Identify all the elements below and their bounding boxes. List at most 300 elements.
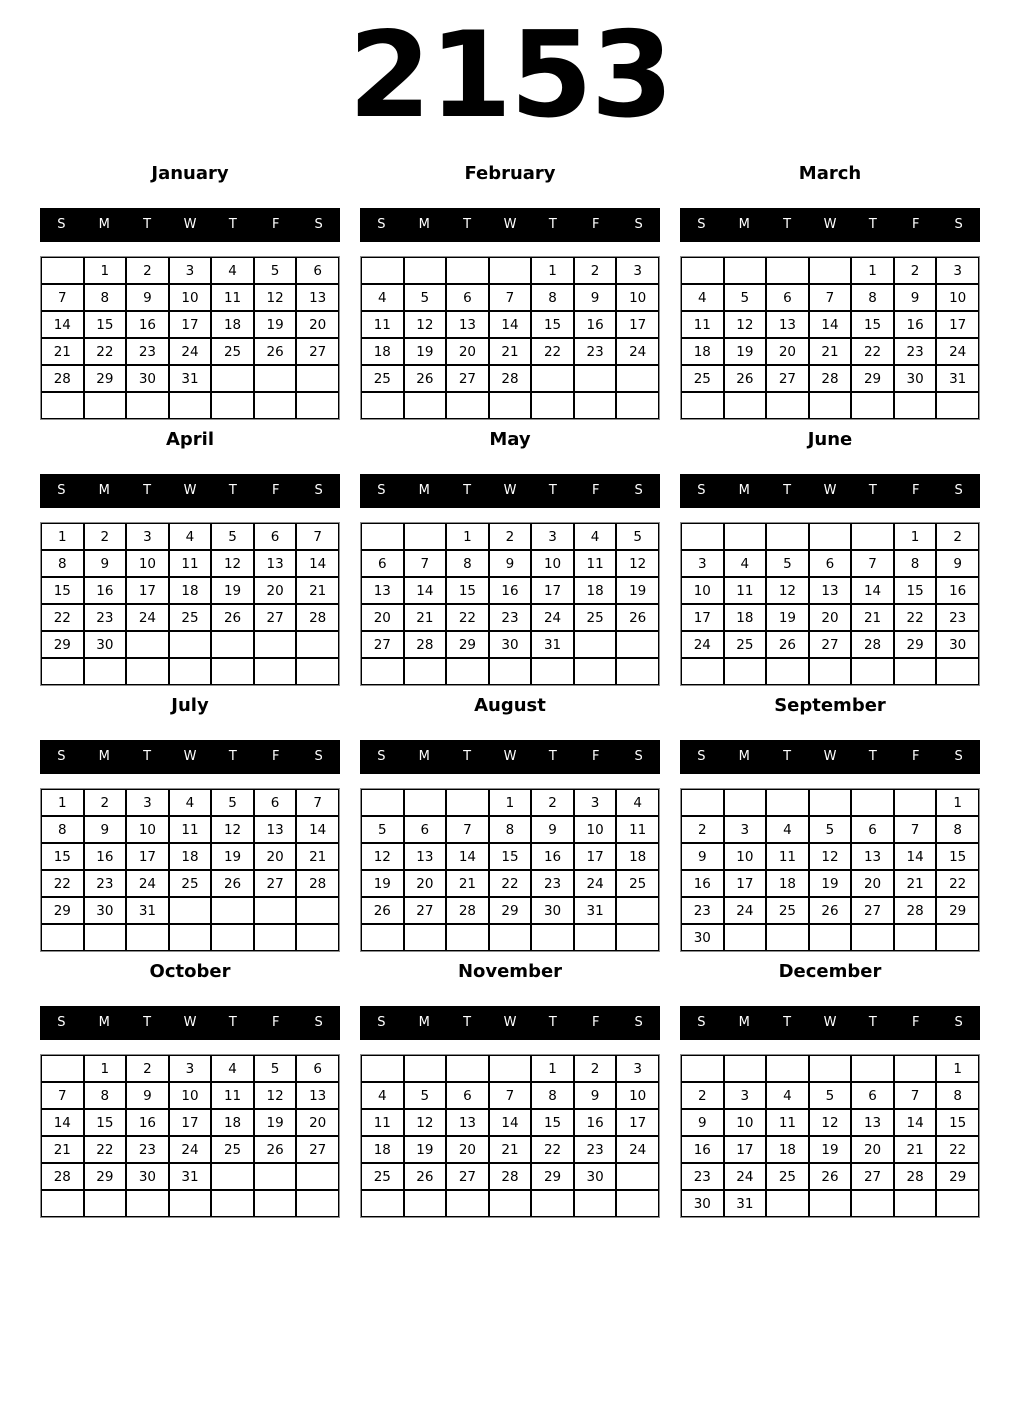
empty-day-cell [126,1190,169,1217]
weekday-header-cell: T [463,1015,472,1030]
day-cell: 30 [126,1163,169,1190]
weekday-header-cell: F [911,749,920,764]
day-cell: 22 [531,1136,574,1163]
week-row [41,1055,339,1082]
day-cell: 16 [489,577,532,604]
day-cell: 6 [446,1082,489,1109]
weekday-header-cell: T [463,483,472,498]
weekday-header-cell: S [634,217,643,232]
weekday-header-cell: W [823,483,837,498]
day-cell: 10 [169,1082,212,1109]
day-cell: 13 [254,816,297,843]
weekday-header-cell: M [98,483,110,498]
empty-day-cell [254,897,297,924]
weekday-header-cell: T [868,749,877,764]
day-cell: 9 [489,550,532,577]
empty-day-cell [489,257,532,284]
weekday-header-cell: T [143,749,152,764]
day-cell: 8 [446,550,489,577]
day-cell: 22 [936,870,979,897]
day-cell: 7 [404,550,447,577]
week-row [361,1136,659,1163]
weekday-header-cell: M [738,483,750,498]
empty-day-cell [404,523,447,550]
day-cell: 1 [531,257,574,284]
week-row [361,365,659,392]
day-cell: 24 [936,338,979,365]
month-block [680,165,980,420]
empty-day-cell [724,523,767,550]
weekday-header-cell: S [314,1015,323,1030]
day-cell: 9 [936,550,979,577]
empty-day-cell [894,1190,937,1217]
empty-day-cell [574,924,617,951]
empty-day-cell [681,257,724,284]
day-cell: 17 [616,311,659,338]
week-row [41,1109,339,1136]
weekday-header-cell: W [183,749,197,764]
day-cell: 6 [851,816,894,843]
day-cell: 14 [296,550,339,577]
calendar-table [680,256,980,420]
day-cell: 24 [574,870,617,897]
day-cell: 6 [766,284,809,311]
empty-day-cell [211,392,254,419]
weekday-header-cell: T [228,1015,237,1030]
weekday-header-cell: W [823,217,837,232]
day-cell: 16 [936,577,979,604]
day-cell: 15 [851,311,894,338]
empty-day-cell [616,1163,659,1190]
day-cell: 26 [404,1163,447,1190]
day-cell: 11 [361,1109,404,1136]
week-row [41,843,339,870]
week-row [681,392,979,419]
empty-day-cell [254,392,297,419]
day-cell: 26 [211,604,254,631]
day-cell: 12 [211,816,254,843]
day-cell: 2 [574,257,617,284]
week-row [681,365,979,392]
empty-day-cell [681,1055,724,1082]
day-cell: 19 [724,338,767,365]
week-row [681,816,979,843]
weekday-header-cell: T [548,217,557,232]
weekday-header-cell: S [377,217,386,232]
month-title: February [464,163,556,184]
day-cell: 24 [531,604,574,631]
empty-day-cell [681,392,724,419]
empty-day-cell [894,658,937,685]
day-cell: 30 [126,365,169,392]
day-cell: 5 [616,523,659,550]
empty-day-cell [254,1190,297,1217]
day-cell: 19 [404,338,447,365]
empty-day-cell [404,658,447,685]
day-cell: 17 [531,577,574,604]
day-cell: 31 [936,365,979,392]
calendar-table [360,1054,660,1218]
day-cell: 10 [616,284,659,311]
day-cell: 12 [404,1109,447,1136]
empty-day-cell [211,631,254,658]
week-row [361,1109,659,1136]
day-cell: 13 [446,1109,489,1136]
day-cell: 5 [404,1082,447,1109]
week-row [681,311,979,338]
weekday-header-cell: M [98,749,110,764]
day-cell: 16 [574,1109,617,1136]
month-title: November [457,961,563,982]
day-cell: 1 [531,1055,574,1082]
day-cell: 23 [84,870,127,897]
day-cell: 9 [574,284,617,311]
empty-day-cell [936,658,979,685]
empty-day-cell [574,365,617,392]
empty-day-cell [489,1190,532,1217]
empty-day-cell [126,631,169,658]
week-row [361,789,659,816]
day-cell: 23 [894,338,937,365]
weekday-header-cell: F [271,483,280,498]
day-cell: 26 [724,365,767,392]
calendar-table [40,1054,340,1218]
day-cell: 7 [894,816,937,843]
day-cell: 11 [724,577,767,604]
day-cell: 6 [851,1082,894,1109]
day-cell: 21 [809,338,852,365]
week-row [41,1082,339,1109]
day-cell: 31 [126,897,169,924]
empty-day-cell [531,658,574,685]
weekday-header-cell: S [57,1015,66,1030]
empty-day-cell [681,523,724,550]
day-cell: 17 [169,1109,212,1136]
day-cell: 5 [809,1082,852,1109]
calendar-table [360,522,660,686]
day-cell: 22 [41,870,84,897]
day-cell: 1 [936,789,979,816]
day-cell: 27 [446,1163,489,1190]
day-cell: 19 [766,604,809,631]
day-cell: 8 [936,816,979,843]
month-title: July [171,695,209,716]
day-cell: 6 [296,257,339,284]
week-row [41,1190,339,1217]
day-cell: 25 [169,604,212,631]
empty-day-cell [616,897,659,924]
day-cell: 3 [169,257,212,284]
empty-day-cell [84,658,127,685]
empty-day-cell [404,924,447,951]
day-cell: 15 [531,311,574,338]
empty-day-cell [296,1190,339,1217]
week-row [361,1082,659,1109]
day-cell: 10 [126,550,169,577]
day-cell: 11 [211,1082,254,1109]
day-cell: 4 [574,523,617,550]
day-cell: 28 [41,365,84,392]
day-cell: 29 [894,631,937,658]
week-row [681,924,979,951]
weekday-header-cell: S [954,217,963,232]
month-block [40,165,340,420]
day-cell: 23 [531,870,574,897]
day-cell: 4 [766,816,809,843]
empty-day-cell [809,523,852,550]
day-cell: 26 [766,631,809,658]
empty-day-cell [169,924,212,951]
day-cell: 23 [489,604,532,631]
empty-day-cell [851,1190,894,1217]
day-cell: 4 [211,1055,254,1082]
day-cell: 20 [254,843,297,870]
empty-day-cell [296,1163,339,1190]
day-cell: 16 [894,311,937,338]
day-cell: 26 [809,897,852,924]
empty-day-cell [446,658,489,685]
day-cell: 15 [41,577,84,604]
week-row [361,897,659,924]
day-cell: 11 [574,550,617,577]
day-cell: 24 [616,338,659,365]
day-cell: 5 [766,550,809,577]
day-cell: 3 [169,1055,212,1082]
weekday-header-cell: T [228,749,237,764]
empty-day-cell [361,523,404,550]
empty-day-cell [766,257,809,284]
day-cell: 10 [531,550,574,577]
day-cell: 9 [126,1082,169,1109]
day-cell: 13 [851,1109,894,1136]
empty-day-cell [616,365,659,392]
weekday-header-cell: M [738,1015,750,1030]
day-cell: 28 [446,897,489,924]
month-block [40,697,340,952]
day-cell: 20 [404,870,447,897]
day-cell: 4 [169,789,212,816]
day-cell: 4 [361,284,404,311]
weekday-header-cell: F [591,749,600,764]
week-row [41,658,339,685]
weekday-header-cell: S [314,749,323,764]
weekday-header-cell: T [143,1015,152,1030]
day-cell: 15 [531,1109,574,1136]
day-cell: 24 [681,631,724,658]
empty-day-cell [574,631,617,658]
weekday-header-cell: T [463,217,472,232]
empty-day-cell [851,523,894,550]
day-cell: 28 [489,365,532,392]
day-cell: 2 [531,789,574,816]
empty-day-cell [616,658,659,685]
calendar-table [680,522,980,686]
calendar-table-body [41,1055,339,1217]
empty-day-cell [681,658,724,685]
calendar-table-body [681,1055,979,1217]
year-title: 2153 [348,7,672,145]
day-cell: 11 [616,816,659,843]
weekday-header-cell: S [314,217,323,232]
day-cell: 28 [296,604,339,631]
weekday-header-cell: S [634,483,643,498]
day-cell: 29 [531,1163,574,1190]
day-cell: 7 [894,1082,937,1109]
week-row [361,658,659,685]
day-cell: 10 [126,816,169,843]
day-cell: 16 [681,870,724,897]
week-row [361,257,659,284]
day-cell: 30 [894,365,937,392]
day-cell: 15 [41,843,84,870]
empty-day-cell [766,789,809,816]
empty-day-cell [574,658,617,685]
month-title: August [474,695,546,716]
day-cell: 10 [681,577,724,604]
day-cell: 19 [809,1136,852,1163]
day-cell: 21 [41,1136,84,1163]
day-cell: 10 [724,843,767,870]
week-row [361,843,659,870]
day-cell: 12 [724,311,767,338]
day-cell: 6 [404,816,447,843]
day-cell: 25 [724,631,767,658]
day-cell: 31 [574,897,617,924]
empty-day-cell [296,392,339,419]
weekday-header-cell: T [463,749,472,764]
weekday-header-cell: F [591,483,600,498]
empty-day-cell [766,392,809,419]
weekday-header-bar [360,208,660,242]
empty-day-cell [254,365,297,392]
day-cell: 7 [296,523,339,550]
empty-day-cell [41,924,84,951]
week-row [681,604,979,631]
empty-day-cell [894,789,937,816]
day-cell: 8 [84,1082,127,1109]
day-cell: 18 [361,1136,404,1163]
day-cell: 8 [936,1082,979,1109]
weekday-header-bar [40,474,340,508]
day-cell: 29 [446,631,489,658]
empty-day-cell [766,1190,809,1217]
day-cell: 6 [254,789,297,816]
day-cell: 20 [809,604,852,631]
weekday-header-cell: W [183,1015,197,1030]
day-cell: 8 [531,1082,574,1109]
day-cell: 7 [489,284,532,311]
day-cell: 25 [616,870,659,897]
weekday-header-bar [360,740,660,774]
empty-day-cell [84,1190,127,1217]
day-cell: 22 [84,338,127,365]
month-title: January [151,163,229,184]
day-cell: 16 [574,311,617,338]
day-cell: 27 [296,338,339,365]
day-cell: 17 [169,311,212,338]
week-row [681,1082,979,1109]
day-cell: 7 [851,550,894,577]
empty-day-cell [489,392,532,419]
day-cell: 22 [84,1136,127,1163]
day-cell: 3 [126,523,169,550]
week-row [41,604,339,631]
empty-day-cell [894,924,937,951]
week-row [361,550,659,577]
day-cell: 28 [41,1163,84,1190]
empty-day-cell [84,392,127,419]
day-cell: 29 [41,897,84,924]
week-row [41,897,339,924]
weekday-header-cell: F [911,217,920,232]
calendar-table-body [361,789,659,951]
day-cell: 8 [851,284,894,311]
day-cell: 21 [489,1136,532,1163]
empty-day-cell [254,1163,297,1190]
weekday-header-cell: W [183,217,197,232]
empty-day-cell [809,924,852,951]
day-cell: 26 [211,870,254,897]
day-cell: 16 [84,843,127,870]
week-row [361,631,659,658]
day-cell: 15 [489,843,532,870]
empty-day-cell [724,1055,767,1082]
day-cell: 20 [446,1136,489,1163]
day-cell: 11 [681,311,724,338]
week-row [41,392,339,419]
day-cell: 4 [681,284,724,311]
day-cell: 28 [809,365,852,392]
day-cell: 23 [126,1136,169,1163]
day-cell: 12 [809,1109,852,1136]
empty-day-cell [254,631,297,658]
day-cell: 18 [169,577,212,604]
weekday-header-cell: M [738,217,750,232]
empty-day-cell [894,392,937,419]
month-title: June [807,429,853,450]
day-cell: 14 [41,1109,84,1136]
weekday-header-cell: T [548,483,557,498]
day-cell: 23 [126,338,169,365]
day-cell: 5 [254,257,297,284]
empty-day-cell [126,658,169,685]
day-cell: 29 [936,1163,979,1190]
empty-day-cell [446,924,489,951]
weekday-header-bar [680,208,980,242]
month-block [40,963,340,1218]
day-cell: 10 [169,284,212,311]
month-title: May [489,429,531,450]
day-cell: 9 [126,284,169,311]
day-cell: 19 [254,311,297,338]
empty-day-cell [616,1190,659,1217]
day-cell: 4 [169,523,212,550]
week-row [41,789,339,816]
day-cell: 14 [894,1109,937,1136]
empty-day-cell [681,789,724,816]
empty-day-cell [169,631,212,658]
empty-day-cell [41,257,84,284]
day-cell: 13 [766,311,809,338]
day-cell: 1 [41,523,84,550]
day-cell: 18 [169,843,212,870]
weekday-header-bar [680,1006,980,1040]
calendar-table-body [361,1055,659,1217]
weekday-header-cell: T [228,217,237,232]
day-cell: 14 [489,1109,532,1136]
weekday-header-cell: F [911,1015,920,1030]
day-cell: 23 [936,604,979,631]
